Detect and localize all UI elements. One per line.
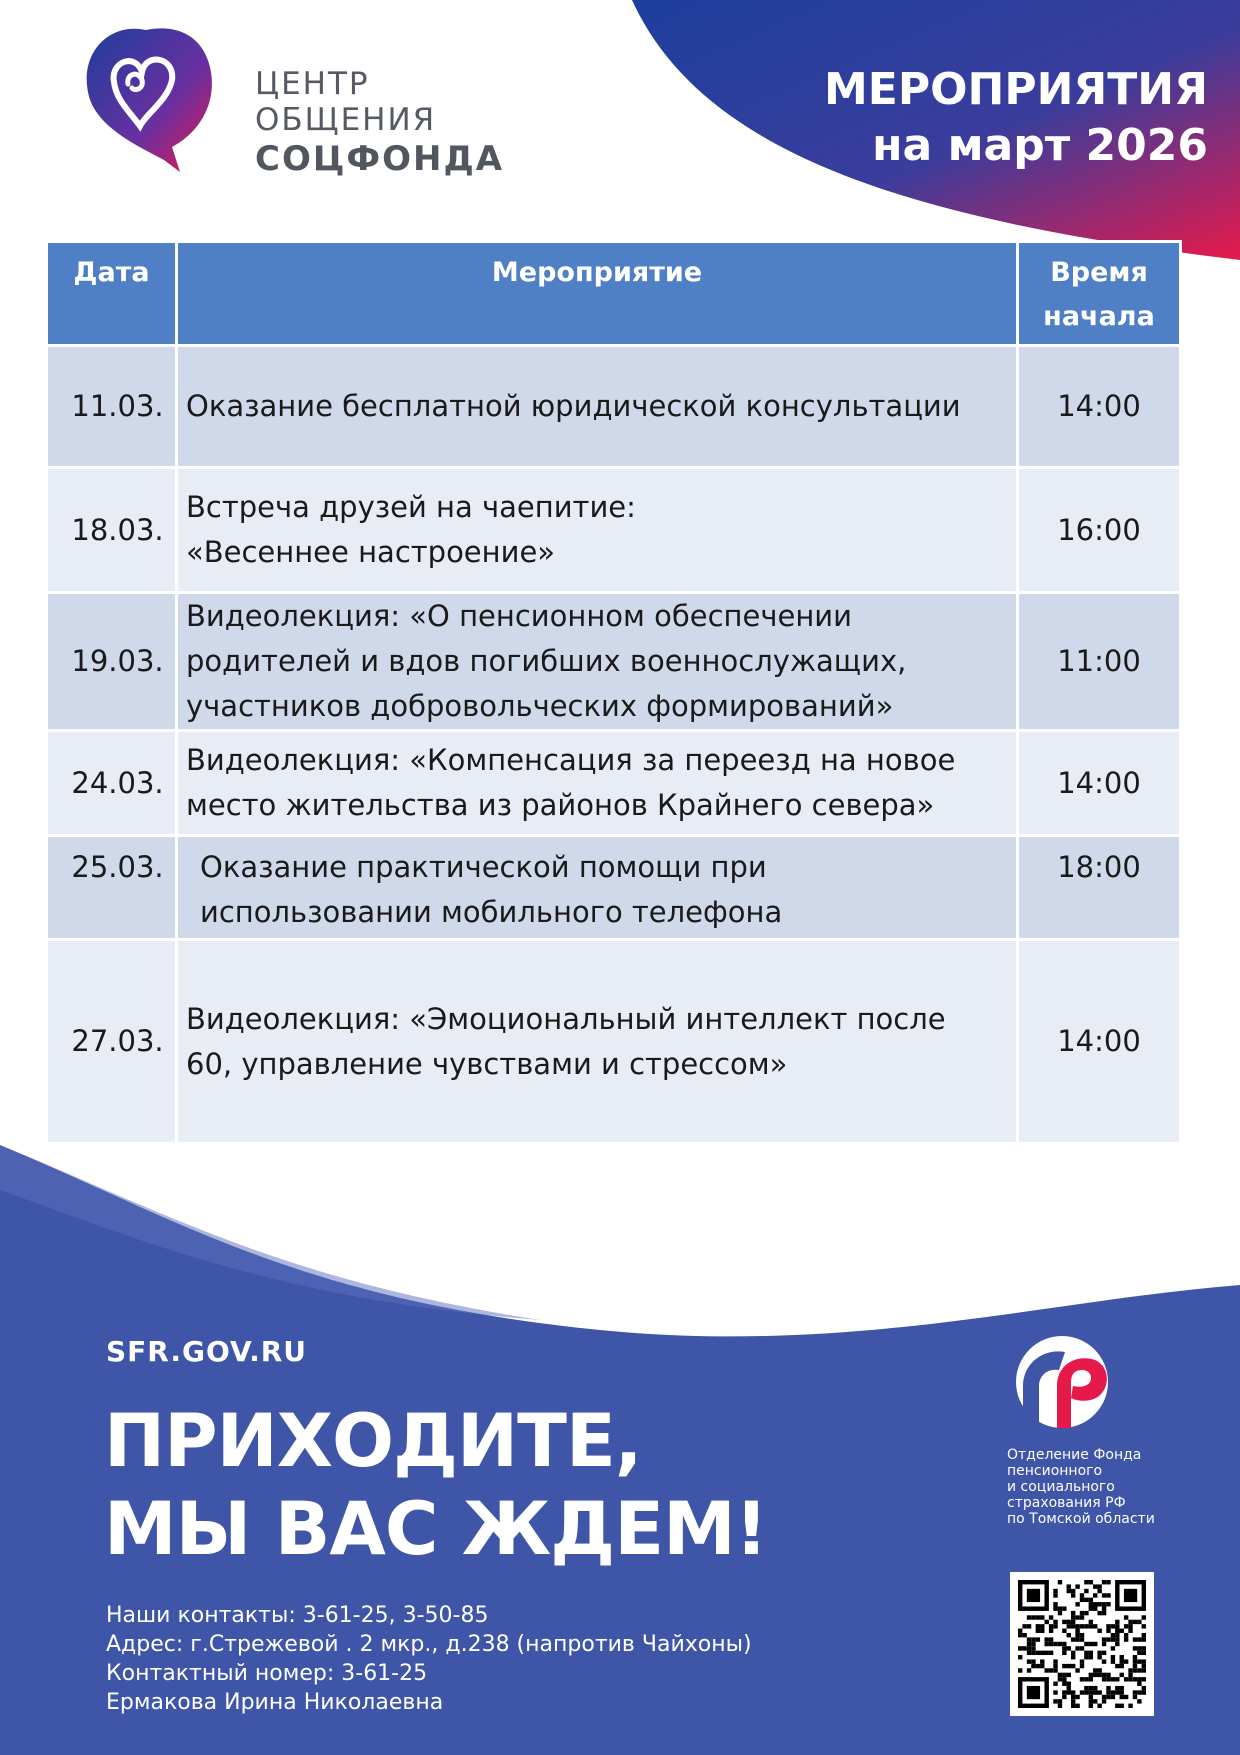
row-time: 14:00 (1018, 346, 1181, 468)
row-event-line: Оказание практической помощи при (200, 850, 767, 884)
row-event-line: Видеолекция: «Компенсация за переезд на новое (186, 743, 956, 777)
table-row (47, 346, 1181, 468)
sfr-line: по Томской области (1007, 1511, 1155, 1527)
table-row (47, 836, 1181, 940)
row-event-line: родителей и вдов погибших военнослужащих, (186, 644, 907, 678)
contact-line: Наши контакты: 3-61-25, 3-50-85 (106, 1603, 489, 1628)
row-event-line: место жительства из районов Крайнего севера» (186, 788, 935, 822)
logo-line-1: ЦЕНТР (255, 66, 370, 102)
row-event-line: Встреча друзей на чаепитие: (186, 490, 636, 524)
title-line-2: на март 2026 (872, 120, 1208, 171)
sfr-line: и социального (1007, 1479, 1115, 1495)
sfr-line: пенсионного (1007, 1463, 1103, 1479)
contact-line: Контактный номер: 3-61-25 (106, 1661, 428, 1686)
header-time-line1: Время (1050, 257, 1148, 288)
events-table (45, 240, 1182, 1145)
row-event-line: Видеолекция: «О пенсионном обеспечении (186, 599, 852, 633)
sfr-line: страхования РФ (1007, 1495, 1126, 1511)
website-link[interactable]: SFR.GOV.RU (106, 1335, 308, 1368)
header-date: Дата (47, 242, 177, 346)
logo-line-2: ОБЩЕНИЯ (255, 102, 437, 138)
title-line-1: МЕРОПРИЯТИЯ (824, 64, 1208, 115)
qr-code-icon (1018, 1580, 1146, 1708)
logo-line-3: СОЦФОНДА (255, 139, 505, 179)
header-time (1018, 242, 1181, 346)
row-event-line: участников добровольческих формирований» (186, 689, 894, 723)
row-event-line: «Весеннее настроение» (186, 535, 556, 569)
page-title (824, 62, 1208, 174)
contacts-block (106, 1601, 752, 1717)
row-date: 11.03. (47, 346, 177, 468)
header-time-line2: начала (1043, 301, 1155, 332)
row-event (177, 346, 1018, 468)
row-date: 27.03. (47, 940, 177, 1144)
contact-line: Ермакова Ирина Николаевна (106, 1690, 444, 1715)
row-date: 24.03. (47, 731, 177, 836)
row-event (177, 593, 1018, 731)
slogan (104, 1398, 767, 1574)
sfr-logo-icon (1003, 1330, 1121, 1442)
slogan-line-1: ПРИХОДИТЕ, (104, 1399, 642, 1484)
row-event-line: использовании мобильного телефона (200, 895, 783, 929)
sfr-org-name (1007, 1447, 1155, 1527)
logo-text (255, 66, 504, 180)
table-row (47, 940, 1181, 1144)
row-time: 11:00 (1018, 593, 1181, 731)
row-time: 18:00 (1018, 836, 1181, 940)
row-date: 25.03. (47, 836, 177, 940)
row-event (177, 940, 1018, 1144)
table-header-row (47, 242, 1181, 346)
row-time: 14:00 (1018, 940, 1181, 1144)
contact-line: Адрес: г.Стрежевой . 2 мкр., д.238 (напротив Чайхоны) (106, 1632, 752, 1657)
table-row (47, 731, 1181, 836)
row-event-line: 60, управление чувствами и стрессом» (186, 1046, 788, 1081)
row-time: 14:00 (1018, 731, 1181, 836)
row-date: 19.03. (47, 593, 177, 731)
row-event-line: Оказание бесплатной юридической консультации (186, 389, 961, 423)
row-event (177, 468, 1018, 593)
slogan-line-2: МЫ ВАС ЖДЕМ! (104, 1487, 768, 1572)
row-event (177, 836, 1018, 940)
sfr-line: Отделение Фонда (1007, 1447, 1142, 1463)
qr-code[interactable] (1010, 1572, 1154, 1716)
row-date: 18.03. (47, 468, 177, 593)
heart-logo-icon (80, 22, 220, 182)
header-event: Мероприятие (177, 242, 1018, 346)
row-time: 16:00 (1018, 468, 1181, 593)
row-event (177, 731, 1018, 836)
row-event-line: Видеолекция: «Эмоциональный интеллект после (186, 1001, 946, 1036)
table-row (47, 468, 1181, 593)
table-row (47, 593, 1181, 731)
